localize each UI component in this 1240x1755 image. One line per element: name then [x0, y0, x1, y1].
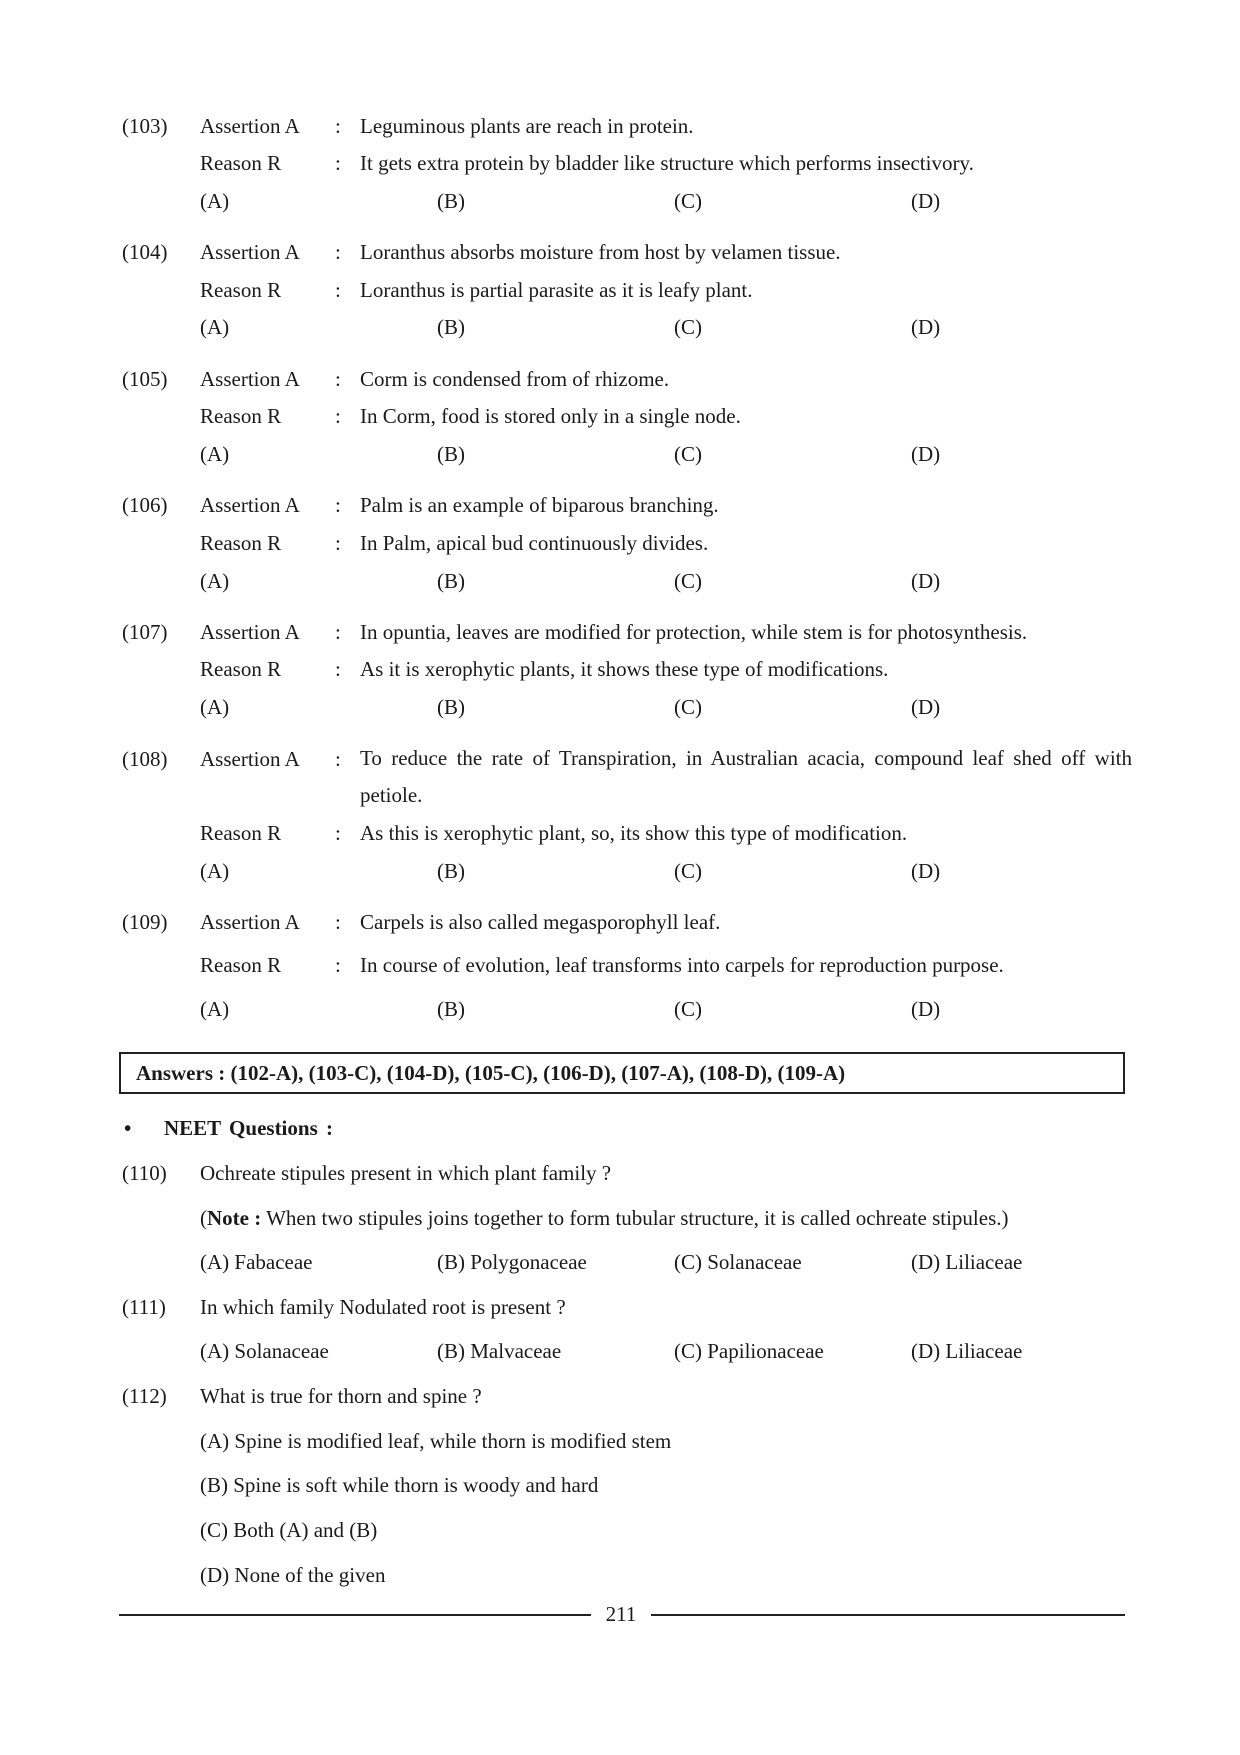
- option-c: (C): [674, 315, 702, 339]
- option-c: (C) Both (A) and (B): [200, 1518, 378, 1542]
- option-a: (A) Spine is modified leaf, while thorn is modified stem: [200, 1429, 672, 1453]
- option-c: (C): [674, 569, 702, 593]
- option-b: (B) Spine is soft while thorn is woody and hard: [200, 1473, 599, 1497]
- option-b: (B): [437, 569, 465, 593]
- option-b: (B): [437, 442, 465, 466]
- reason-label: Reason R: [200, 278, 282, 302]
- option-a: (A): [200, 695, 230, 719]
- question-text: In which family Nodulated root is present ?: [200, 1295, 566, 1319]
- option-c: (C): [674, 442, 702, 466]
- note-text: When two stipules joins together to form tubular structure, it is called ochreate stipules.): [261, 1206, 1009, 1230]
- colon: :: [335, 953, 341, 977]
- question-text: Ochreate stipules present in which plant family ?: [200, 1161, 612, 1185]
- option-d: (D) Liliaceae: [911, 1339, 1023, 1363]
- option-d: (D): [911, 695, 941, 719]
- reason-text: In course of evolution, leaf transforms into carpels for reproduction purpose.: [360, 953, 1004, 977]
- question-number: (108): [122, 747, 168, 771]
- option-c: (C): [674, 859, 702, 883]
- page-number: 211: [605, 1602, 637, 1626]
- note-open-paren: (: [200, 1206, 207, 1230]
- option-c: (C): [674, 695, 702, 719]
- reason-text: As this is xerophytic plant, so, its show this type of modification.: [360, 821, 908, 845]
- option-a: (A): [200, 315, 230, 339]
- note-label: Note :: [207, 1206, 262, 1230]
- question-number: (103): [122, 114, 168, 138]
- option-d: (D): [911, 859, 941, 883]
- assertion-text: Leguminous plants are reach in protein.: [360, 114, 694, 138]
- option-b: (B): [437, 695, 465, 719]
- answers-box: Answers : (102-A), (103-C), (104-D), (105-C), (106-D), (107-A), (108-D), (109-A): [119, 1052, 1125, 1094]
- colon: :: [335, 404, 341, 428]
- assertion-text: Loranthus absorbs moisture from host by velamen tissue.: [360, 240, 841, 264]
- colon: :: [335, 821, 341, 845]
- colon: :: [335, 657, 341, 681]
- colon: :: [335, 910, 341, 934]
- bullet: •: [124, 1116, 132, 1140]
- assertion-label: Assertion A: [200, 367, 300, 391]
- option-b: (B): [437, 189, 465, 213]
- option-a: (A): [200, 997, 230, 1021]
- option-d: (D) Liliaceae: [911, 1250, 1023, 1274]
- question-number: (107): [122, 620, 168, 644]
- question-number: (110): [122, 1161, 167, 1185]
- reason-text: Loranthus is partial parasite as it is leafy plant.: [360, 278, 753, 302]
- assertion-label: Assertion A: [200, 114, 300, 138]
- reason-label: Reason R: [200, 404, 282, 428]
- option-b: (B): [437, 997, 465, 1021]
- colon: :: [335, 151, 341, 175]
- assertion-label: Assertion A: [200, 910, 300, 934]
- option-a: (A): [200, 859, 230, 883]
- option-a: (A): [200, 189, 230, 213]
- assertion-label: Assertion A: [200, 747, 300, 771]
- question-number: (106): [122, 493, 168, 517]
- question-number: (109): [122, 910, 168, 934]
- footer-rule-right: [651, 1614, 1125, 1616]
- assertion-text: Corm is condensed from of rhizome.: [360, 367, 670, 391]
- colon: :: [335, 114, 341, 138]
- option-a: (A): [200, 569, 230, 593]
- assertion-label: Assertion A: [200, 493, 300, 517]
- reason-label: Reason R: [200, 953, 282, 977]
- reason-text: It gets extra protein by bladder like structure which performs insectivory.: [360, 151, 974, 175]
- option-a: (A) Fabaceae: [200, 1250, 313, 1274]
- colon: :: [335, 367, 341, 391]
- option-a: (A): [200, 442, 230, 466]
- reason-label: Reason R: [200, 657, 282, 681]
- option-c: (C) Solanaceae: [674, 1250, 802, 1274]
- colon: :: [335, 240, 341, 264]
- colon: :: [335, 747, 341, 771]
- option-b: (B) Malvaceae: [437, 1339, 562, 1363]
- option-b: (B): [437, 859, 465, 883]
- reason-label: Reason R: [200, 531, 282, 555]
- option-d: (D) None of the given: [200, 1563, 386, 1587]
- reason-text: In Palm, apical bud continuously divides.: [360, 531, 709, 555]
- question-number: (112): [122, 1384, 167, 1408]
- option-c: (C): [674, 189, 702, 213]
- assertion-label: Assertion A: [200, 620, 300, 644]
- assertion-label: Assertion A: [200, 240, 300, 264]
- question-number: (111): [122, 1295, 166, 1319]
- assertion-text: Palm is an example of biparous branching.: [360, 493, 719, 517]
- reason-text: As it is xerophytic plants, it shows these type of modifications.: [360, 657, 889, 681]
- colon: :: [335, 493, 341, 517]
- option-c: (C): [674, 997, 702, 1021]
- assertion-text: To reduce the rate of Transpiration, in Australian acacia, compound leaf shed off with petiole.: [360, 746, 1132, 807]
- question-number: (105): [122, 367, 168, 391]
- note: [0, 1203, 1240, 1233]
- question-number: (104): [122, 240, 168, 264]
- question-text: What is true for thorn and spine ?: [200, 1384, 482, 1408]
- reason-text: In Corm, food is stored only in a single node.: [360, 404, 741, 428]
- option-d: (D): [911, 315, 941, 339]
- section-heading: [0, 1113, 1240, 1143]
- option-a: (A) Solanaceae: [200, 1339, 329, 1363]
- option-d: (D): [911, 189, 941, 213]
- reason-label: Reason R: [200, 821, 282, 845]
- option-b: (B) Polygonaceae: [437, 1250, 587, 1274]
- reason-label: Reason R: [200, 151, 282, 175]
- option-d: (D): [911, 997, 941, 1021]
- colon: :: [335, 278, 341, 302]
- footer-rule-left: [119, 1614, 591, 1616]
- option-d: (D): [911, 442, 941, 466]
- option-d: (D): [911, 569, 941, 593]
- option-b: (B): [437, 315, 465, 339]
- section-title: NEET Questions :: [164, 1116, 333, 1140]
- assertion-text: In opuntia, leaves are modified for protection, while stem is for photosynthesis.: [360, 620, 1028, 644]
- assertion-text: Carpels is also called megasporophyll leaf.: [360, 910, 721, 934]
- colon: :: [335, 531, 341, 555]
- option-c: (C) Papilionaceae: [674, 1339, 824, 1363]
- colon: :: [335, 620, 341, 644]
